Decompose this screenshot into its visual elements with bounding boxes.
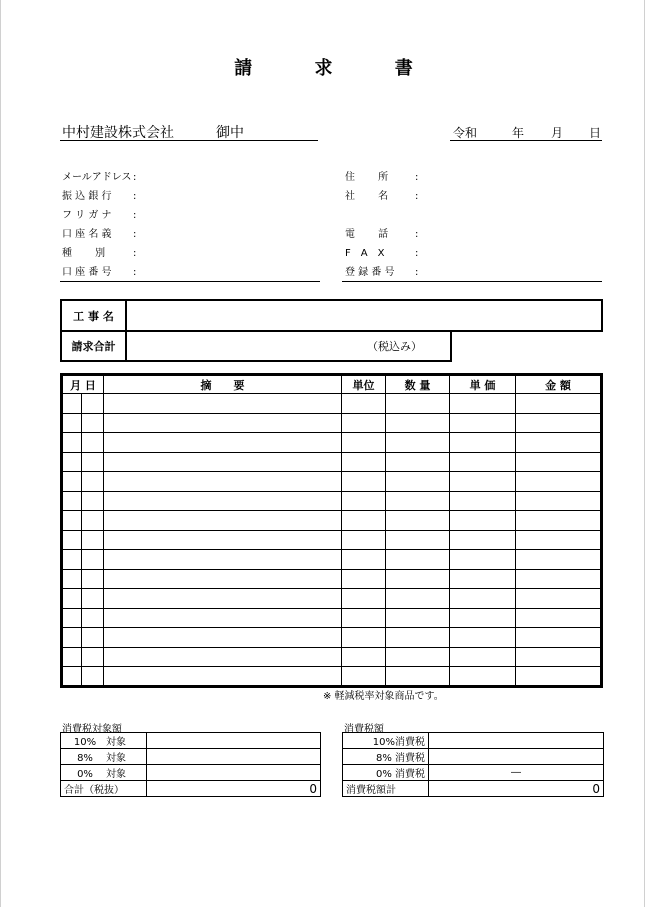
info-account-number-label: 口 座 番 号 bbox=[62, 267, 112, 278]
amount-cell[interactable] bbox=[516, 413, 602, 433]
tax-label: 8% 消費税 bbox=[343, 749, 429, 765]
info-bank-label: 振 込 銀 行 bbox=[62, 191, 112, 202]
unit-price-cell[interactable] bbox=[450, 628, 516, 648]
tax-label: 0% 消費税 bbox=[343, 765, 429, 781]
info-colon: : bbox=[415, 229, 419, 240]
description-cell[interactable] bbox=[104, 608, 342, 628]
taxable-row bbox=[61, 749, 321, 765]
description-cell[interactable] bbox=[104, 550, 342, 570]
unit-cell[interactable] bbox=[342, 667, 386, 687]
day-cell[interactable] bbox=[82, 667, 104, 687]
info-colon: : bbox=[415, 267, 419, 278]
unit-price-cell[interactable] bbox=[450, 413, 516, 433]
unit-cell[interactable] bbox=[342, 550, 386, 570]
month-cell[interactable] bbox=[62, 589, 82, 609]
right-info-underline bbox=[342, 281, 602, 282]
date-year: 年 bbox=[512, 126, 525, 140]
reduced-tax-note: ※ 軽減税率対象商品です。 bbox=[323, 691, 444, 702]
day-cell[interactable] bbox=[82, 472, 104, 492]
tax-row bbox=[343, 733, 604, 749]
project-field[interactable] bbox=[126, 300, 602, 331]
quantity-cell[interactable] bbox=[386, 569, 450, 589]
description-cell[interactable] bbox=[104, 667, 342, 687]
month-cell[interactable] bbox=[62, 452, 82, 472]
unit-price-cell[interactable] bbox=[450, 433, 516, 453]
item-row bbox=[62, 647, 602, 667]
info-colon: : bbox=[415, 172, 419, 183]
taxable-value[interactable] bbox=[147, 733, 321, 749]
month-cell[interactable] bbox=[62, 394, 82, 414]
amount-cell[interactable] bbox=[516, 394, 602, 414]
tax-row bbox=[343, 765, 604, 781]
info-account-name-label: 口 座 名 義 bbox=[62, 229, 112, 240]
day-cell[interactable] bbox=[82, 511, 104, 531]
item-row bbox=[62, 628, 602, 648]
header-unit: 単位 bbox=[342, 375, 386, 394]
header-description: 摘 要 bbox=[104, 375, 342, 394]
header-date: 月 日 bbox=[62, 375, 104, 394]
unit-cell[interactable] bbox=[342, 394, 386, 414]
info-fax-label: F A X bbox=[345, 248, 385, 259]
unit-cell[interactable] bbox=[342, 569, 386, 589]
amount-cell[interactable] bbox=[516, 667, 602, 687]
day-cell[interactable] bbox=[82, 550, 104, 570]
amount-cell[interactable] bbox=[516, 472, 602, 492]
day-cell[interactable] bbox=[82, 628, 104, 648]
quantity-cell[interactable] bbox=[386, 511, 450, 531]
tax-label: 10%消費税 bbox=[343, 733, 429, 749]
taxable-value[interactable] bbox=[147, 765, 321, 781]
description-cell[interactable] bbox=[104, 394, 342, 414]
project-box bbox=[60, 299, 603, 332]
header-quantity: 数 量 bbox=[386, 375, 450, 394]
info-registration-label: 登 録 番 号 bbox=[345, 267, 395, 278]
taxable-label: 10% 対象 bbox=[61, 733, 147, 749]
taxable-total-value: 0 bbox=[147, 781, 321, 797]
document-title: 請 求 書 bbox=[234, 58, 441, 79]
item-row bbox=[62, 667, 602, 687]
info-colon: : bbox=[133, 172, 137, 183]
info-colon: : bbox=[133, 248, 137, 259]
description-cell[interactable] bbox=[104, 472, 342, 492]
quantity-cell[interactable] bbox=[386, 413, 450, 433]
item-row bbox=[62, 433, 602, 453]
unit-cell[interactable] bbox=[342, 491, 386, 511]
taxable-total-label: 合計（税抜） bbox=[61, 781, 147, 797]
description-cell[interactable] bbox=[104, 413, 342, 433]
quantity-cell[interactable] bbox=[386, 472, 450, 492]
tax-value: ― bbox=[429, 765, 604, 781]
quantity-cell[interactable] bbox=[386, 452, 450, 472]
unit-cell[interactable] bbox=[342, 628, 386, 648]
day-cell[interactable] bbox=[82, 433, 104, 453]
description-cell[interactable] bbox=[104, 647, 342, 667]
unit-price-cell[interactable] bbox=[450, 647, 516, 667]
info-colon: : bbox=[133, 191, 137, 202]
item-row bbox=[62, 472, 602, 492]
info-type-label: 種 別 bbox=[62, 248, 106, 259]
item-row bbox=[62, 530, 602, 550]
tax-row bbox=[343, 749, 604, 765]
quantity-cell[interactable] bbox=[386, 550, 450, 570]
item-row bbox=[62, 569, 602, 589]
unit-cell[interactable] bbox=[342, 589, 386, 609]
info-colon: : bbox=[133, 210, 137, 221]
unit-price-cell[interactable] bbox=[450, 472, 516, 492]
tax-total-value: 0 bbox=[429, 781, 604, 797]
info-email-label: メールアドレス bbox=[62, 172, 132, 183]
header-unit-price: 単 価 bbox=[450, 375, 516, 394]
description-cell[interactable] bbox=[104, 433, 342, 453]
day-cell[interactable] bbox=[82, 530, 104, 550]
day-cell[interactable] bbox=[82, 569, 104, 589]
client-suffix: 御中 bbox=[216, 125, 244, 141]
amount-cell[interactable] bbox=[516, 550, 602, 570]
month-cell[interactable] bbox=[62, 608, 82, 628]
unit-cell[interactable] bbox=[342, 511, 386, 531]
amount-cell[interactable] bbox=[516, 647, 602, 667]
taxable-title: 消費税対象額 bbox=[62, 724, 122, 735]
info-colon: : bbox=[415, 248, 419, 259]
item-row bbox=[62, 452, 602, 472]
info-address-label: 住 所 bbox=[345, 172, 389, 183]
unit-price-cell[interactable] bbox=[450, 550, 516, 570]
info-company-label: 社 名 bbox=[345, 191, 389, 202]
date-month: 月 bbox=[551, 126, 564, 140]
date-era: 令和 bbox=[453, 126, 478, 140]
invoice-total-box bbox=[60, 330, 452, 362]
unit-price-cell[interactable] bbox=[450, 452, 516, 472]
info-colon: : bbox=[133, 229, 137, 240]
client-name: 中村建設株式会社 bbox=[62, 125, 174, 141]
client-underline bbox=[60, 140, 318, 141]
amount-cell[interactable] bbox=[516, 530, 602, 550]
unit-cell[interactable] bbox=[342, 530, 386, 550]
taxable-row bbox=[61, 733, 321, 749]
day-cell[interactable] bbox=[82, 589, 104, 609]
amount-cell[interactable] bbox=[516, 569, 602, 589]
taxable-row bbox=[61, 765, 321, 781]
unit-price-cell[interactable] bbox=[450, 589, 516, 609]
item-row bbox=[62, 413, 602, 433]
day-cell[interactable] bbox=[82, 491, 104, 511]
unit-price-cell[interactable] bbox=[450, 608, 516, 628]
tax-value[interactable] bbox=[429, 733, 604, 749]
item-row bbox=[62, 511, 602, 531]
day-cell[interactable] bbox=[82, 394, 104, 414]
unit-price-cell[interactable] bbox=[450, 667, 516, 687]
month-cell[interactable] bbox=[62, 433, 82, 453]
description-cell[interactable] bbox=[104, 569, 342, 589]
month-cell[interactable] bbox=[62, 511, 82, 531]
amount-cell[interactable] bbox=[516, 452, 602, 472]
amount-cell[interactable] bbox=[516, 628, 602, 648]
invoice-total-field[interactable] bbox=[126, 331, 451, 361]
month-cell[interactable] bbox=[62, 667, 82, 687]
day-cell[interactable] bbox=[82, 452, 104, 472]
tax-total-row bbox=[343, 781, 604, 797]
quantity-cell[interactable] bbox=[386, 394, 450, 414]
items-table bbox=[60, 373, 603, 688]
quantity-cell[interactable] bbox=[386, 628, 450, 648]
month-cell[interactable] bbox=[62, 472, 82, 492]
item-row bbox=[62, 550, 602, 570]
item-row bbox=[62, 608, 602, 628]
tax-included-note: （税込み） bbox=[367, 340, 422, 353]
amount-cell[interactable] bbox=[516, 589, 602, 609]
quantity-cell[interactable] bbox=[386, 530, 450, 550]
tax-total-label: 消費税額計 bbox=[343, 781, 429, 797]
day-cell[interactable] bbox=[82, 608, 104, 628]
month-cell[interactable] bbox=[62, 569, 82, 589]
amount-cell[interactable] bbox=[516, 433, 602, 453]
info-furigana-label: フ リ ガ ナ bbox=[62, 210, 112, 221]
date-day: 日 bbox=[589, 126, 602, 140]
description-cell[interactable] bbox=[104, 530, 342, 550]
amount-cell[interactable] bbox=[516, 491, 602, 511]
unit-cell[interactable] bbox=[342, 608, 386, 628]
project-label: 工 事 名 bbox=[61, 300, 126, 331]
unit-price-cell[interactable] bbox=[450, 530, 516, 550]
header-amount: 金 額 bbox=[516, 375, 602, 394]
unit-price-cell[interactable] bbox=[450, 491, 516, 511]
month-cell[interactable] bbox=[62, 550, 82, 570]
info-colon: : bbox=[133, 267, 137, 278]
description-cell[interactable] bbox=[104, 589, 342, 609]
amount-cell[interactable] bbox=[516, 608, 602, 628]
quantity-cell[interactable] bbox=[386, 589, 450, 609]
month-cell[interactable] bbox=[62, 647, 82, 667]
info-phone-label: 電 話 bbox=[345, 229, 389, 240]
month-cell[interactable] bbox=[62, 491, 82, 511]
unit-price-cell[interactable] bbox=[450, 569, 516, 589]
left-info-underline bbox=[60, 281, 320, 282]
month-cell[interactable] bbox=[62, 413, 82, 433]
quantity-cell[interactable] bbox=[386, 433, 450, 453]
month-cell[interactable] bbox=[62, 628, 82, 648]
items-header-row bbox=[62, 375, 602, 394]
unit-cell[interactable] bbox=[342, 452, 386, 472]
taxable-label: 8% 対象 bbox=[61, 749, 147, 765]
unit-cell[interactable] bbox=[342, 413, 386, 433]
quantity-cell[interactable] bbox=[386, 667, 450, 687]
description-cell[interactable] bbox=[104, 452, 342, 472]
day-cell[interactable] bbox=[82, 413, 104, 433]
unit-price-cell[interactable] bbox=[450, 511, 516, 531]
tax-table bbox=[342, 732, 604, 797]
unit-cell[interactable] bbox=[342, 647, 386, 667]
taxable-total-row bbox=[61, 781, 321, 797]
tax-title: 消費税額 bbox=[344, 724, 384, 735]
quantity-cell[interactable] bbox=[386, 647, 450, 667]
quantity-cell[interactable] bbox=[386, 491, 450, 511]
tax-value[interactable] bbox=[429, 749, 604, 765]
item-row bbox=[62, 394, 602, 414]
invoice-total-label: 請求合計 bbox=[61, 331, 126, 361]
month-cell[interactable] bbox=[62, 530, 82, 550]
info-colon: : bbox=[415, 191, 419, 202]
description-cell[interactable] bbox=[104, 511, 342, 531]
quantity-cell[interactable] bbox=[386, 608, 450, 628]
item-row bbox=[62, 491, 602, 511]
item-row bbox=[62, 589, 602, 609]
taxable-label: 0% 対象 bbox=[61, 765, 147, 781]
unit-price-cell[interactable] bbox=[450, 394, 516, 414]
unit-cell[interactable] bbox=[342, 472, 386, 492]
items-body bbox=[62, 394, 602, 687]
description-cell[interactable] bbox=[104, 491, 342, 511]
taxable-table bbox=[60, 732, 321, 797]
day-cell[interactable] bbox=[82, 647, 104, 667]
taxable-value[interactable] bbox=[147, 749, 321, 765]
unit-cell[interactable] bbox=[342, 433, 386, 453]
description-cell[interactable] bbox=[104, 628, 342, 648]
date-underline bbox=[450, 140, 602, 141]
amount-cell[interactable] bbox=[516, 511, 602, 531]
